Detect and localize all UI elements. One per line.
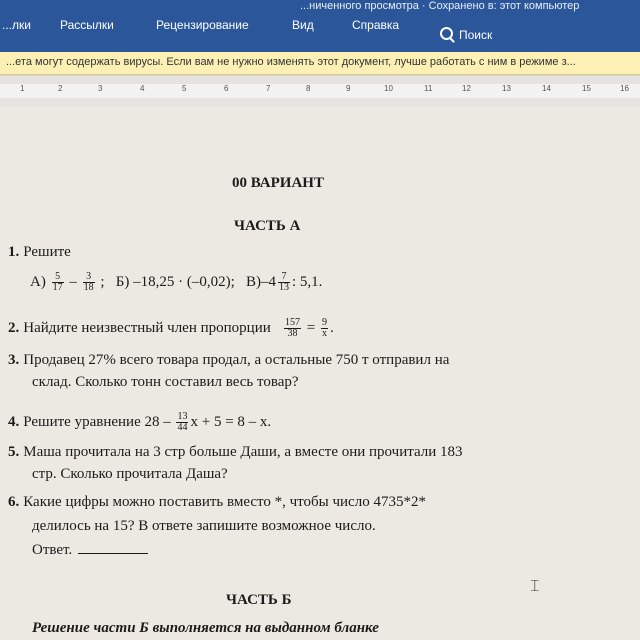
question-number: 1. bbox=[8, 244, 20, 260]
ruler-number: 10 bbox=[384, 84, 393, 93]
ruler-number: 15 bbox=[582, 84, 591, 93]
part-b-note: Решение части Б выполняется на выданном бланке bbox=[32, 620, 379, 636]
fraction bbox=[52, 272, 64, 293]
question-number: 3. bbox=[8, 352, 20, 368]
denominator: 44 bbox=[177, 422, 188, 433]
denominator: x bbox=[321, 328, 327, 339]
fraction bbox=[321, 318, 328, 339]
protected-view-message-bar bbox=[0, 52, 640, 75]
question-4 bbox=[8, 412, 271, 433]
separator: ; bbox=[100, 273, 105, 290]
numerator: 157 bbox=[285, 317, 300, 328]
ribbon-tabs bbox=[0, 12, 640, 52]
question-6-cont: делилось на 15? В ответе запишите возможное число. bbox=[32, 518, 376, 534]
ruler-number: 5 bbox=[182, 84, 187, 93]
question-3-cont: склад. Сколько тонн составил весь товар? bbox=[32, 374, 299, 390]
horizontal-ruler[interactable] bbox=[0, 76, 640, 107]
numerator: 9 bbox=[321, 317, 327, 328]
question-text: Решите bbox=[23, 244, 71, 260]
part-a-label: А) bbox=[30, 273, 46, 290]
ruler-number: 9 bbox=[346, 84, 351, 93]
ruler-number: 11 bbox=[424, 84, 433, 93]
ruler-number: 8 bbox=[306, 84, 311, 93]
numerator: 13 bbox=[177, 411, 188, 422]
period: . bbox=[329, 319, 334, 336]
question-2 bbox=[8, 318, 334, 339]
denominator: 38 bbox=[287, 328, 298, 339]
ruler-number: 4 bbox=[140, 84, 145, 93]
answer-line bbox=[32, 542, 148, 559]
question-1 bbox=[8, 244, 71, 261]
tab-review[interactable]: Рецензирование bbox=[156, 18, 249, 32]
question-5 bbox=[8, 444, 463, 461]
question-5-cont: стр. Сколько прочитала Даша? bbox=[32, 466, 228, 482]
question-number: 6. bbox=[8, 494, 20, 510]
ribbon bbox=[0, 0, 640, 52]
denominator: 13 bbox=[279, 282, 290, 293]
equation-suffix: x + 5 = 8 – x. bbox=[190, 413, 272, 430]
numerator: 7 bbox=[278, 272, 290, 283]
ruler-number: 1 bbox=[20, 84, 25, 93]
fraction bbox=[278, 272, 290, 293]
question-text-line1: Маша прочитала на 3 стр больше Даши, а вместе они прочитали 183 bbox=[23, 444, 463, 460]
ruler-number: 16 bbox=[620, 84, 629, 93]
equation-prefix: Решите уравнение 28 – bbox=[23, 413, 171, 430]
fraction bbox=[176, 412, 188, 433]
question-text-line1: Продавец 27% всего товара продал, а остальные 750 т отправил на bbox=[23, 352, 450, 368]
ruler-number: 6 bbox=[224, 84, 229, 93]
denominator: 17 bbox=[52, 282, 63, 293]
part-b-expression: Б) –18,25 · (–0,02); bbox=[115, 273, 235, 290]
search-label: Поиск bbox=[459, 28, 493, 42]
tab-help[interactable]: Справка bbox=[352, 18, 400, 32]
denominator: 18 bbox=[83, 282, 94, 293]
question-number: 2. bbox=[8, 319, 20, 336]
tab-mailings[interactable]: Рассылки bbox=[60, 18, 114, 32]
numerator: 3 bbox=[83, 272, 95, 283]
part-c-prefix: В)–4 bbox=[246, 273, 277, 290]
text-cursor-icon: ⌶ bbox=[530, 578, 540, 595]
part-a-title: ЧАСТЬ А bbox=[234, 218, 301, 234]
equals-sign: = bbox=[306, 319, 316, 336]
question-text-line1: Какие цифры можно поставить вместо *, чтобы число 4735*2* bbox=[23, 494, 426, 510]
question-text: Найдите неизвестный член пропорции bbox=[23, 319, 271, 336]
tab-mailings-cut[interactable]: ...лки bbox=[2, 18, 31, 32]
question-number: 5. bbox=[8, 444, 20, 460]
ruler-number: 13 bbox=[502, 84, 511, 93]
answer-blank bbox=[78, 553, 148, 554]
ruler-number: 14 bbox=[542, 84, 551, 93]
fraction bbox=[83, 272, 95, 293]
question-1-parts bbox=[30, 272, 322, 293]
question-number: 4. bbox=[8, 413, 20, 430]
ruler-number: 2 bbox=[58, 84, 63, 93]
ruler-track bbox=[0, 84, 640, 98]
ruler-number: 12 bbox=[462, 84, 471, 93]
search-box[interactable] bbox=[440, 26, 492, 42]
question-3 bbox=[8, 352, 449, 369]
answer-label: Ответ. bbox=[32, 542, 73, 558]
minus-sign: – bbox=[69, 273, 77, 290]
question-6 bbox=[8, 494, 426, 511]
part-b-title: ЧАСТЬ Б bbox=[226, 592, 292, 608]
numerator: 5 bbox=[52, 272, 64, 283]
ruler-number: 7 bbox=[266, 84, 271, 93]
search-icon bbox=[440, 27, 453, 40]
tab-view[interactable]: Вид bbox=[292, 18, 314, 32]
variant-title: 00 ВАРИАНТ bbox=[232, 175, 324, 191]
window-title: ...ниченного просмотра · Сохранено в: этот компьютер bbox=[300, 0, 580, 12]
fraction bbox=[284, 318, 301, 339]
message-bar-text: ...ета могут содержать вирусы. Если вам не нужно изменять этот документ, лучше работать с ним в режиме з... bbox=[6, 56, 576, 68]
part-c-suffix: : 5,1. bbox=[292, 273, 323, 290]
ruler-number: 3 bbox=[98, 84, 103, 93]
